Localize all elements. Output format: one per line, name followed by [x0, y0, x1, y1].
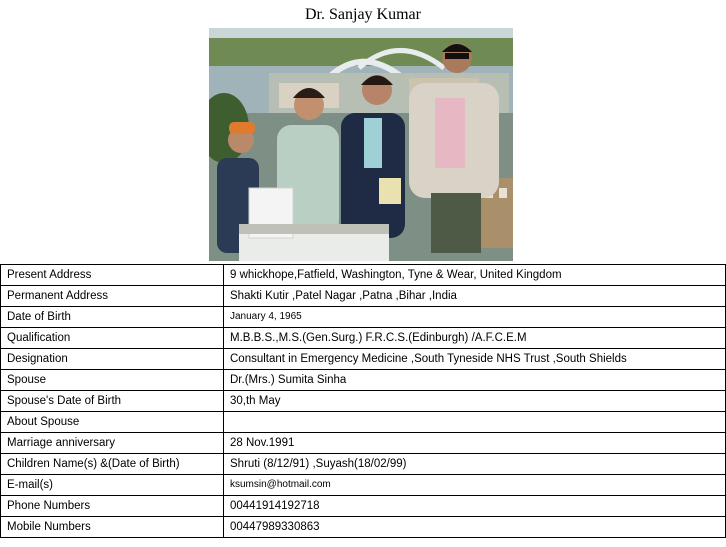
row-label: Phone Numbers [1, 496, 224, 517]
row-value: Shakti Kutir ,Patel Nagar ,Patna ,Bihar ,India [224, 286, 726, 307]
table-row [1, 454, 726, 475]
profile-table [0, 264, 726, 538]
row-label: Qualification [1, 328, 224, 349]
row-label: Spouse's Date of Birth [1, 391, 224, 412]
row-label: Designation [1, 349, 224, 370]
row-label: Present Address [1, 265, 224, 286]
page-title: Dr. Sanjay Kumar [305, 6, 421, 23]
table-row [1, 349, 726, 370]
row-value: 28 Nov.1991 [224, 433, 726, 454]
row-label: Marriage anniversary [1, 433, 224, 454]
family-photo-icon [209, 28, 513, 261]
table-row [1, 370, 726, 391]
row-value: M.B.B.S.,M.S.(Gen.Surg.) F.R.C.S.(Edinburgh) /A.F.C.E.M [224, 328, 726, 349]
family-photo [209, 28, 513, 261]
row-value: January 4, 1965 [224, 307, 726, 328]
row-value: 00441914192718 [224, 496, 726, 517]
row-value: 30,th May [224, 391, 726, 412]
row-label: Date of Birth [1, 307, 224, 328]
row-label: Children Name(s) &(Date of Birth) [1, 454, 224, 475]
row-label: Spouse [1, 370, 224, 391]
table-row [1, 433, 726, 454]
row-value: Dr.(Mrs.) Sumita Sinha [224, 370, 726, 391]
table-row [1, 517, 726, 538]
table-row [1, 265, 726, 286]
row-value: 9 whickhope,Fatfield, Washington, Tyne & Wear, United Kingdom [224, 265, 726, 286]
row-value: 00447989330863 [224, 517, 726, 538]
row-value: Shruti (8/12/91) ,Suyash(18/02/99) [224, 454, 726, 475]
row-value: Consultant in Emergency Medicine ,South Tyneside NHS Trust ,South Shields [224, 349, 726, 370]
row-value [224, 412, 726, 433]
table-row [1, 475, 726, 496]
row-label: Permanent Address [1, 286, 224, 307]
table-row [1, 496, 726, 517]
email-link[interactable]: ksumsin@hotmail.com [224, 475, 726, 496]
table-row [1, 286, 726, 307]
table-row [1, 328, 726, 349]
table-row [1, 307, 726, 328]
row-label: E-mail(s) [1, 475, 224, 496]
row-label: About Spouse [1, 412, 224, 433]
table-row [1, 412, 726, 433]
table-row [1, 391, 726, 412]
row-label: Mobile Numbers [1, 517, 224, 538]
